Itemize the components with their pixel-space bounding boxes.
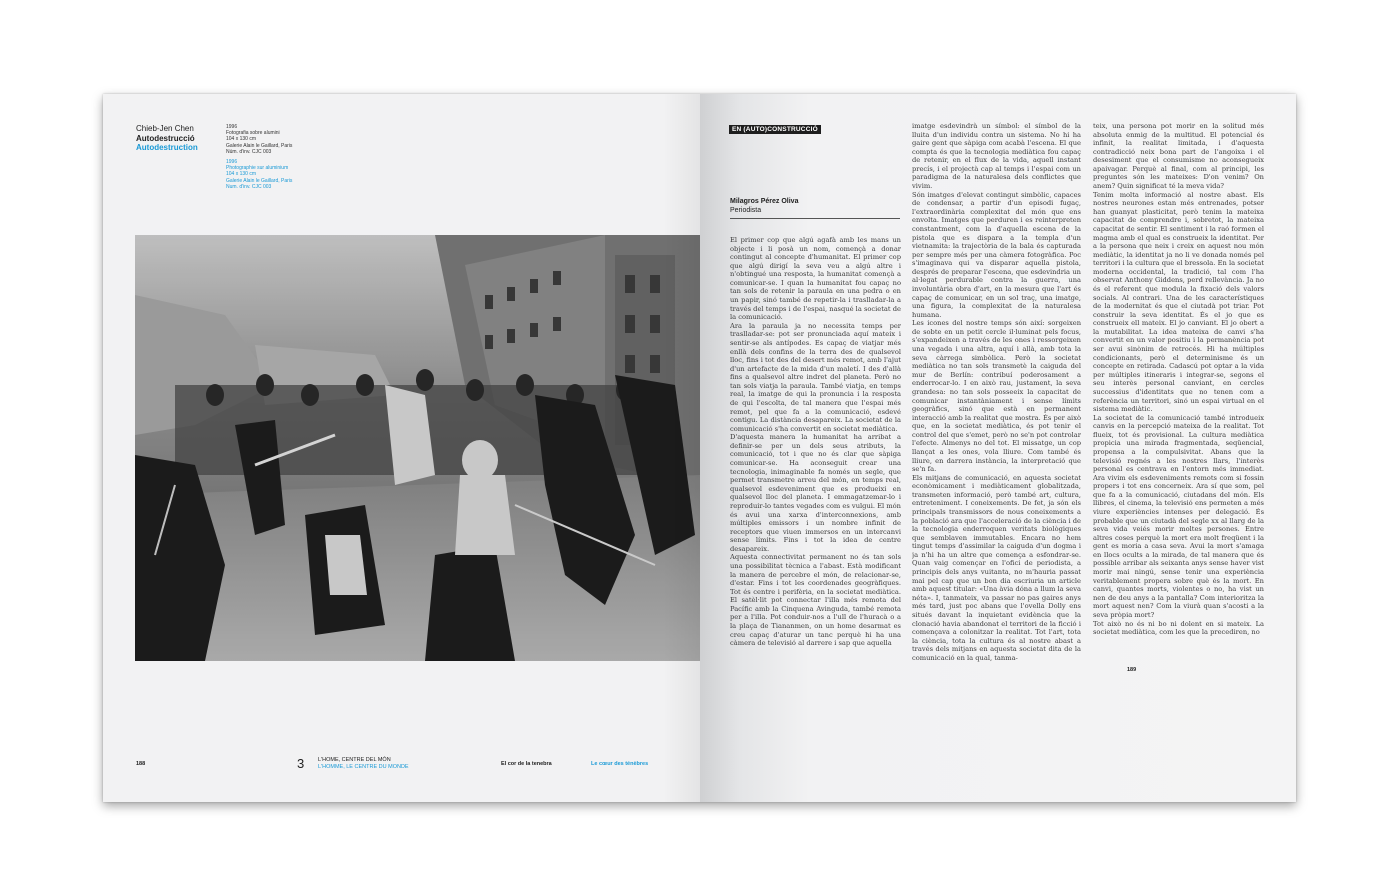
meta-line: Galerie Alain le Gaillard, Paris xyxy=(226,142,293,149)
meta-fr xyxy=(226,159,292,190)
gutter-shadow xyxy=(663,94,700,802)
paragraph: Són imatges d'elevat contingut simbòlic, capaces de condensar, a partir d'un episodi fugaç, l'extraordinària complexitat del món que ens envolta. Imatges que perduren i es reinterpreten constantment, com la d'aquella escena de la pistola que es dispara a la templa d'un vietnamita: la trajectòria de la bala és capturada per sempre més per una càmera fotogràfica. Poc s'imaginava qui va disparar aquella pistola, després de preparar l'escena, que esdevindria un al·legat perdurable contra la guerra, una involuntària obra d'art, en la mesura que l'art és capaç de comunicar, en un sol traç, una imatge, una figura, la complexitat de la naturalesa humana. xyxy=(912,190,1081,319)
left-page xyxy=(103,94,700,802)
paragraph: D'aquesta manera la humanitat ha arribat a definir-se per un dels seus atributs, la comunicació, tot i que no és clar que sàpiga comunicar-se. Ha aconseguit crear una tecnologia, inimaginable fa només un segle, que permet transmetre arreu del món, en temps real, qualsevol esdeveniment que es produeixi en qualsevol lloc del planeta. I emmagatzemar-lo i reproduir-lo tantes vegades com es vulgui. El món és avui una xarxa d'interconnexions, amb múltiples emissors i un nombre infinit de receptors que viuen immersos en un intercanvi sense límits. Fins i tot la idea de centre desapareix. xyxy=(730,433,901,553)
paragraph: imatge esdevindrà un símbol: el símbol de la lluita d'un individu contra un sistema. No hi ha gaire gent que sàpiga com acabà l'escena. El que compta és que la tecnologia mediàtica fou capaç de retenir, en el flux de la vida, aquell instant precís, i el projectà cap al temps i l'espai com un paradigma de la naturalesa dels conflictes que vivim. xyxy=(912,122,1081,191)
paragraph: Tenim molta informació al nostre abast. Els nostres neurones estan més entrenades, potser han guanyat plasticitat, però tenim la mateixa capacitat de comprendre i, sobretot, la mateixa capacitat de sentir. El sentiment i la raó formen el magma amb el qual es construeix la identitat. Per a la persona que neix i creix en aquest nou món mediàtic, la identitat ja no li ve donada només pel territori i la cultura que el bressola. En la societat moderna occidental, la tradició, tal com l'ha observat Anthony Giddens, perd rellevància. Ja no és el referent que modula la fixació dels valors socials. Al contrari. Una de les característiques de la modernitat és que el ciutadà pot triar. Pot construir la seva identitat. És el jo que es construeix ell mateix. El jo canviant. El jo obert a la mutabilitat. La idea mateixa de canvi s'ha convertit en un valor positiu i la permanència pot ser avui sinònim de retrocés. Hi ha múltiples condicionants, però el determinisme és un concepte en retirada. Cadascú pot optar a la vida per múltiples itineraris i integrar-se, segons el seu interès personal canviant, en cercles successius d'identitats que no tenen com a referència un territori, sinó un espai virtual en el sistema mediàtic. xyxy=(1093,190,1264,414)
paragraph: Tot això no és ni bo ni dolent en si mateix. La societat mediàtica, com les que la precediren, no xyxy=(1093,619,1264,637)
author-name: Milagros Pérez Oliva xyxy=(730,198,799,205)
artwork-title-ca: Autodestrucció xyxy=(136,133,195,143)
text-column-1 xyxy=(730,236,901,663)
artist-name: Chieb-Jen Chen xyxy=(136,124,194,133)
meta-line: Num. d'inv. CJC 003 xyxy=(226,183,272,190)
text-column-2 xyxy=(912,122,1081,663)
page-number-right: 189 xyxy=(1127,667,1137,673)
chapter-title xyxy=(318,757,409,770)
meta-line: 1996 xyxy=(226,159,238,166)
page-number-left: 188 xyxy=(136,761,146,767)
running-title-fr: Le cœur des ténèbres xyxy=(591,761,649,767)
running-title-ca: El cor de la tenebra xyxy=(501,761,552,767)
text-column-3 xyxy=(1093,122,1264,663)
section-tag: EN (AUTO)CONSTRUCCIÓ xyxy=(729,125,821,134)
chapter-number: 3 xyxy=(297,756,305,771)
chapter-title-ca: L'HOME, CENTRE DEL MÓN xyxy=(318,757,391,763)
paragraph: Les icones del nostre temps són així: sorgeixen de sobte en un petit cercle il·luminat pels focus, s'expandeixen a través de les ones i ressorgeixen una vegada i una altra, aquí i allà, amb tota la seva càrrega simbòlica. Però la societat mediàtica no tan sols transmetè la caiguda del mur de Berlín: contribuí poderosament a enderrocar-lo. I en això rau, justament, la seva grandesa: no tan sols posseeix la capacitat de comunicar instantàniament i sense límits geogràfics, sinó que està en permanent interacció amb la realitat que mostra. És per això que, en la societat mediàtica, és pot tenir el control del que s'emet, però no se'n pot controlar l'efecte. Almenys no del tot. El missatge, un cop llançat a les ones, vola lliure. Com també és lliure, en darrera instància, la interpretació que se'n fa. xyxy=(912,319,1081,474)
meta-line: 104 x 130 cm xyxy=(226,136,257,143)
meta-line: Photographie sur aluminium xyxy=(226,165,289,172)
photo-illustration xyxy=(135,235,700,661)
meta-line: Fotografia sobre alumini xyxy=(226,130,280,137)
artwork-caption xyxy=(136,124,198,153)
meta-line: Núm. d'inv. CJC 003 xyxy=(226,148,272,155)
meta-line: 104 x 130 cm xyxy=(226,171,257,178)
author-byline xyxy=(730,197,900,219)
artwork-title-en: Autodestruction xyxy=(136,143,198,152)
author-role: Periodista xyxy=(730,207,762,214)
paragraph: Aquesta connectivitat permanent no és tan sols una possibilitat tècnica a l'abast. Està modificant la manera de percebre el món, de relacionar-se, d'estar. Fins i tot les coordenades geogràfiques. Tot és centre i perifèria, en la societat mediàtica. El satèl·lit pot connectar l'illa més remota del Pacífic amb la Cinquena Avinguda, també remota per a l'illa. Pot conduir-nos a l'ull de l'huracà o a la plaça de Tiananmen, on un home desarmat es creu capaç d'aturar un tanc perquè hi ha una càmera de televisió al darrere i sap que aquella xyxy=(730,553,901,648)
paragraph: La societat de la comunicació també introdueix canvis en la percepció mateixa de la realitat. Tot flueix, tot és provisional. La cultura mediàtica propicia una mirada fragmentada, seqüencial, propensa a la compulsivitat. Abans que la televisió regnés a les nostres llars, l'interès personal es centrava en l'entorn més immediat. Ara vivim els esdeveniments remots com si fossin propers i tot ens concerneix. Ara sí que som, pel que fa a la comunicació, ciutadans del món. Els llibres, el cinema, la televisió ens permeten a més viure experiències intenses per delegació. És probable que un ciutadà del segle xx al llarg de la seva vida veiés morir moltes persones. Entre altres coses perquè la mort era molt freqüent i la gent es moria a casa seva. Avui la mort s'amaga en llocs ocults a la mirada, de tal manera que és possible arribar als seixanta anys sense haver vist morir mai ningú, sense tenir una experiència veritablement propera sobre què és la mort. En canvi, quantes morts, violentes o no, ha vist un nen de deu anys a la pantalla? Com interioritza la mort aquest nen? Com la viurà quan s'acosti a la seva pròpia mort? xyxy=(1093,413,1264,619)
paragraph: Ara la paraula ja no necessita temps per traslladar-se: pot ser pronunciada aquí mateix i sentir-se als antípodes. Es capaç de viatjar més enllà dels confins de la terra des de qualsevol lloc, fins i tot des del desert més remot, amb l'ajut d'un artefacte de la mida d'un maletí. I des d'allà fins a qualsevol altre indret del planeta. Però no tan sols viatja la paraula. També viatja, en temps real, la imatge de qui la pronuncia i la resposta de qui l'escolta, de tal manera que l'espai més remot, pel que fa a la comunicació, esdevé contigu. La distància desapareix. La societat de la comunicació s'ha convertit en societat mediàtica. xyxy=(730,321,901,433)
paragraph: teix, una persona pot morir en la solitud més absoluta enmig de la multitud. El potencial és infinit, la realitat limitada, i d'aquesta contradicció neix bona part de l'angoixa i el desesiment que el consumisme no aconsegueix apaivagar. Perquè al final, com al principi, les preguntes són les mateixes: D'on venim? On anem? Quin significat té la meva vida? xyxy=(1093,122,1264,191)
meta-line: 1996 xyxy=(226,124,238,130)
meta-ca xyxy=(226,124,292,155)
paragraph: El primer cop que algú agafà amb les mans un objecte i li posà un nom, començà a donar contingut al concepte d'humanitat. El primer cop que algú dirigí la seva veu a algú altre i n'obtingué una resposta, la humanitat començà a comunicar-se. I quan la humanitat fou capaç no tan sols de retenir la paraula en una pedra o en un papir, sinó també de repetir-la i traslladar-la a través del temps i de l'espai, nasqué la societat de la comunicació. xyxy=(730,236,901,322)
meta-line: Galerie Alain le Gaillard, Paris xyxy=(226,177,293,184)
chapter-title-fr: L'HOMME, LE CENTRE DU MONDE xyxy=(318,763,409,770)
artwork-photograph xyxy=(135,235,700,661)
artwork-meta xyxy=(226,124,292,190)
paragraph: Els mitjans de comunicació, en aquesta societat econòmicament i mediàticament globalitzada, transmeten informació, però també art, cultura, entreteniment. I coneixements. De fet, ja són els principals transmissors de nous coneixements a la població ara que l'acceleració de la ciència i de la tecnologia enderroquen veritats biològiques que semblaven immutables. Encara no hem tingut temps d'assimilar la caiguda d'un dogma i ja n'hi ha un altre que comença a esfondrar-se. Quan vaig començar en l'ofici de periodista, a principis dels anys vuitanta, no m'hauria passat mai pel cap que un bon dia escriuria un article amb aquest titular: «Una àvia dóna a llum la seva néta». I, tanmateix, va passar no pas gaires anys més tard, just poc abans que l'ovella Dolly ens situés davant la inquietant evidència que la clonació havia abandonat el territori de la ficció i començava a colonitzar la realitat. Tot l'art, tota la ciència, tota la cultura és al nostre abast a través dels mitjans en aquesta societat dita de la comunicació en la qual, tanma- xyxy=(912,473,1081,662)
